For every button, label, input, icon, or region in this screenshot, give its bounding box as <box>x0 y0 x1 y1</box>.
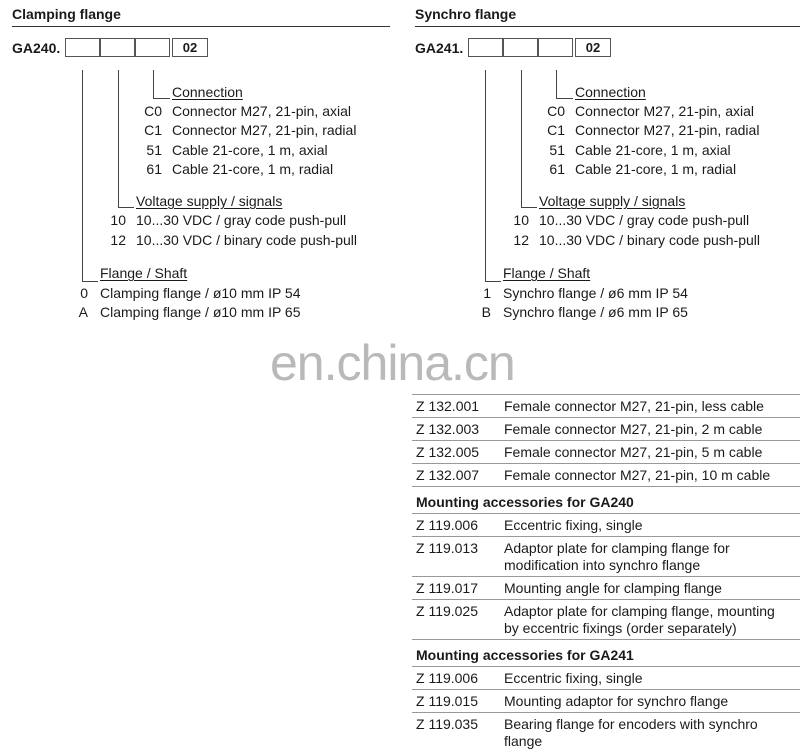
synchro-connection-code: 61 <box>549 161 565 177</box>
accessory-description: Female connector M27, 21-pin, 5 m cable <box>504 444 763 460</box>
accessory-code: Z 132.001 <box>416 398 480 414</box>
clamping-title-rule <box>12 26 390 27</box>
clamping-title: Clamping flange <box>12 6 121 22</box>
synchro-title-rule <box>415 26 800 27</box>
accessory-code: Z 119.015 <box>416 693 479 709</box>
synchro-connection-text: Connector M27, 21-pin, axial <box>575 103 754 119</box>
accessory-description: Female connector M27, 21-pin, 10 m cable <box>504 467 771 483</box>
ga240-accessories-title: Mounting accessories for GA240 <box>412 491 800 514</box>
accessory-code: Z 119.006 <box>416 517 479 533</box>
table-row <box>412 667 800 690</box>
clamping-flange-text: Clamping flange / ø10 mm IP 54 <box>100 285 301 301</box>
synchro-voltage-code: 12 <box>513 232 529 248</box>
synchro-title: Synchro flange <box>415 6 517 22</box>
synchro-flange-code: 1 <box>483 285 491 301</box>
synchro-connection-code: 51 <box>549 142 565 158</box>
synchro-connection-text: Cable 21-core, 1 m, axial <box>575 142 731 158</box>
clamping-prefix: GA240. <box>12 40 61 56</box>
clamping-voltage-line <box>118 70 119 207</box>
accessory-description: Eccentric fixing, single <box>504 670 643 686</box>
clamping-voltage-code: 12 <box>110 232 126 248</box>
synchro-prefix: GA241. <box>415 40 464 56</box>
synchro-connection-code: C1 <box>547 122 565 138</box>
clamping-voltage-text: 10...30 VDC / gray code push-pull <box>136 212 347 228</box>
accessory-code: Z 119.013 <box>416 540 479 556</box>
clamping-connection-code: 61 <box>146 161 162 177</box>
table-row <box>412 514 800 537</box>
ga241-accessories-title: Mounting accessories for GA241 <box>412 644 800 667</box>
clamping-flange-heading: Flange / Shaft <box>100 265 188 281</box>
accessory-code: Z 119.017 <box>416 580 479 596</box>
clamping-connection-code: C0 <box>144 103 162 119</box>
accessory-description: Female connector M27, 21-pin, less cable <box>504 398 764 414</box>
clamping-connection-heading: Connection <box>172 84 243 100</box>
clamping-connection-text: Connector M27, 21-pin, axial <box>172 103 351 119</box>
clamping-flange-text: Clamping flange / ø10 mm IP 65 <box>100 304 301 320</box>
synchro-connection-heading: Connection <box>575 84 646 100</box>
synchro-flange-text: Synchro flange / ø6 mm IP 54 <box>503 285 688 301</box>
accessory-description: Adaptor plate for clamping flange for modification into synchro flange <box>504 540 730 573</box>
accessory-code: Z 119.006 <box>416 670 479 686</box>
synchro-connection-tick <box>556 98 573 99</box>
clamping-connection-tick <box>153 98 170 99</box>
synchro-flange-heading: Flange / Shaft <box>503 265 591 281</box>
clamping-box-connection <box>135 38 170 57</box>
accessory-description: Bearing flange for encoders with synchro flange <box>504 716 758 749</box>
watermark-logo: en.china.cn <box>270 335 515 391</box>
synchro-voltage-text: 10...30 VDC / gray code push-pull <box>539 212 750 228</box>
clamping-voltage-heading: Voltage supply / signals <box>136 193 283 209</box>
accessory-code: Z 132.007 <box>416 467 480 483</box>
synchro-flange-tick <box>485 281 501 282</box>
synchro-voltage-tick <box>521 207 537 208</box>
clamping-connection-text: Cable 21-core, 1 m, radial <box>172 161 334 177</box>
clamping-connection-line <box>153 70 154 98</box>
accessory-code: Z 132.003 <box>416 421 480 437</box>
clamping-connection-code: 51 <box>146 142 162 158</box>
clamping-flange-tick <box>82 281 98 282</box>
table-row <box>412 418 800 441</box>
accessory-description: Mounting angle for clamping flange <box>504 580 722 596</box>
clamping-box-voltage <box>100 38 135 57</box>
clamping-flange-code: 0 <box>80 285 88 301</box>
synchro-flange-code: B <box>481 304 491 320</box>
clamping-voltage-tick <box>118 207 134 208</box>
accessories-obscured-header <box>412 378 800 395</box>
table-row <box>412 464 800 487</box>
synchro-box-connection <box>538 38 573 57</box>
accessory-code: Z 119.025 <box>416 603 479 619</box>
synchro-voltage-heading: Voltage supply / signals <box>539 193 686 209</box>
clamping-flange-code: A <box>78 304 88 320</box>
synchro-box-flange <box>468 38 503 57</box>
accessories-table <box>412 378 800 752</box>
table-row <box>412 441 800 464</box>
accessory-code: Z 119.035 <box>416 716 479 732</box>
synchro-flange-line <box>485 70 486 281</box>
clamping-voltage-text: 10...30 VDC / binary code push-pull <box>136 232 358 248</box>
synchro-box-fixed: 02 <box>575 38 611 57</box>
table-row <box>412 690 800 713</box>
clamping-voltage-code: 10 <box>110 212 126 228</box>
synchro-voltage-text: 10...30 VDC / binary code push-pull <box>539 232 761 248</box>
clamping-box-flange <box>65 38 100 57</box>
table-row <box>412 600 800 640</box>
synchro-flange-text: Synchro flange / ø6 mm IP 65 <box>503 304 688 320</box>
synchro-connection-text: Connector M27, 21-pin, radial <box>575 122 760 138</box>
synchro-box-voltage <box>503 38 538 57</box>
clamping-connection-text: Connector M27, 21-pin, radial <box>172 122 357 138</box>
synchro-connection-code: C0 <box>547 103 565 119</box>
accessory-code: Z 132.005 <box>416 444 480 460</box>
synchro-connection-line <box>556 70 557 98</box>
synchro-voltage-line <box>521 70 522 207</box>
synchro-connection-text: Cable 21-core, 1 m, radial <box>575 161 737 177</box>
table-row <box>412 395 800 418</box>
accessory-description: Adaptor plate for clamping flange, mounting by eccentric fixings (order separately) <box>504 603 775 636</box>
table-row <box>412 713 800 752</box>
clamping-flange-line <box>82 70 83 281</box>
synchro-voltage-code: 10 <box>513 212 529 228</box>
clamping-connection-text: Cable 21-core, 1 m, axial <box>172 142 328 158</box>
clamping-connection-code: C1 <box>144 122 162 138</box>
clamping-box-fixed: 02 <box>172 38 208 57</box>
accessory-description: Female connector M27, 21-pin, 2 m cable <box>504 421 763 437</box>
table-row <box>412 537 800 577</box>
accessory-description: Mounting adaptor for synchro flange <box>504 693 729 709</box>
table-row <box>412 577 800 600</box>
accessory-description: Eccentric fixing, single <box>504 517 643 533</box>
